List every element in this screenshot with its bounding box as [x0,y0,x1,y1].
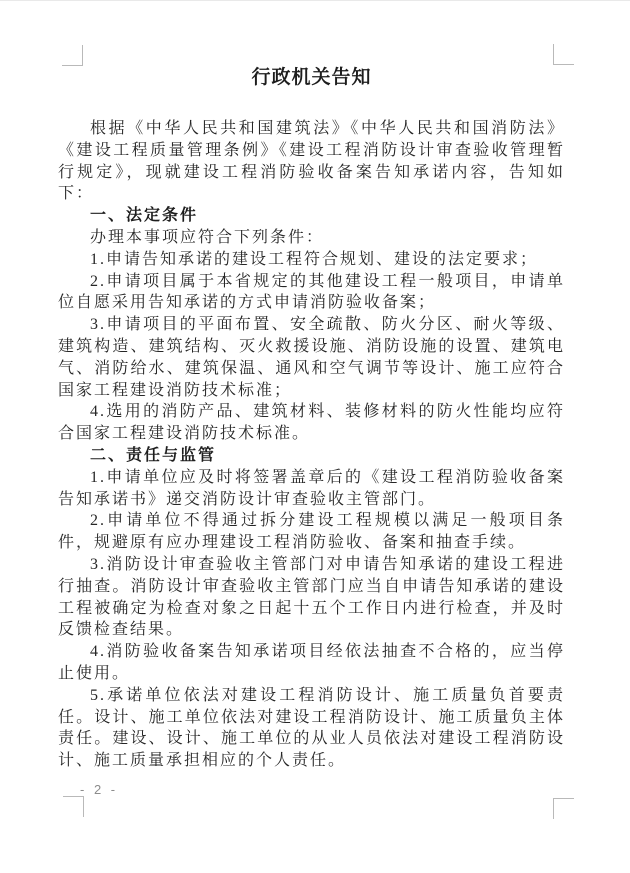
paragraph-item-1: 1.申请单位应及时将签署盖章后的《建设工程消防验收备案告知承诺书》递交消防设计审查验收主管部门。 [58,468,565,508]
paragraph-intro: 根据《中华人民共和国建筑法》《中华人民共和国消防法》《建设工程质量管理条例》《建设工程消防设计审查验收管理暂行规定》，现就建设工程消防验收备案告知承诺内容，告知如下： [58,120,565,203]
page-title: 行政机关告知 [251,67,372,88]
paragraph-item-5: 5.承诺单位依法对建设工程消防设计、施工质量负首要责任。设计、施工单位依法对建设工程消防设计、施工质量负主体责任。建设、设计、施工单位的从业人员依法对建设工程消防设计、施工质量承担相应的个人责任。 [58,686,565,770]
page-number: - 2 - [80,782,119,797]
paragraph-item-4: 4.消防验收备案告知承诺项目经依法抽查不合格的，应当停止使用。 [58,643,565,682]
section-heading-2: 二、责任与监管 [90,446,217,464]
document-body [58,118,565,772]
document-content [58,65,565,772]
paragraph-item-1: 1.申请告知承诺的建设工程符合规划、建设的法定要求； [90,250,539,268]
paragraph-item-4: 4.选用的消防产品、建筑材料、装修材料的防火性能均应符合国家工程建设消防技术标准。 [58,403,565,443]
crop-mark-bottom-right [553,798,574,819]
section-heading-1: 一、法定条件 [90,207,199,225]
crop-mark-bottom-left [63,796,84,817]
paragraph-item-2: 2.申请项目属于本省规定的其他建设工程一般项目，申请单位自愿采用告知承诺的方式申请消防验收备案； [58,272,565,312]
crop-mark-top-right [553,44,574,65]
paragraph-item-3: 3.申请项目的平面布置、安全疏散、防火分区、耐火等级、建筑构造、建筑结构、灭火救援设施、消防设施的设置、建筑电气、消防给水、建筑保温、通风和空气调节等设计、施工应符合国家工程建设消防技术标准； [58,316,565,399]
crop-mark-top-left [62,45,83,66]
paragraph-item-3: 3.消防设计审查验收主管部门对申请告知承诺的建设工程进行抽查。消防设计审查验收主管部门应当自申请告知承诺的建设工程被确定为检查对象之日起十五个工作日内进行检查，并及时反馈检查结果。 [58,555,565,639]
paragraph-item-2: 2.申请单位不得通过拆分建设工程规模以满足一般项目条件，规避原有应办理建设工程消防验收、备案和抽查手续。 [58,512,565,552]
paragraph: 办理本事项应符合下列条件： [90,228,325,246]
